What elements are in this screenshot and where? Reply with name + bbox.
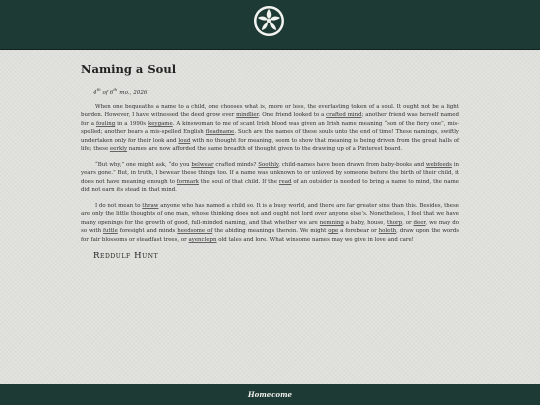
page-title: Naming a Soul [81, 62, 177, 76]
paragraph-3: I do not mean to thraw anyone who has named a child so. It is a busy world, and there are far greater sins than this. Besides, these are only the little thoughts of one man, whose thinking does not and ought not lord over anyone else’s. Nonetheless, I feel that we have many openings for the growth of good, full-minded naming, and that whether we are nemning a baby, house, thorp, or deer, we may do so with futtle foresight and minds heedsome of the abiding meanings therein. We might ope a forebear or holeth, draw upon the words for fair blossoms or steadfast trees, or ayenclepn old tales and lore. What winsome names may we give in love and care! [81, 202, 459, 243]
gloss-link[interactable]: read [278, 178, 292, 185]
article [81, 62, 459, 261]
homecome-link[interactable]: Homecome [248, 390, 292, 399]
gloss-link[interactable]: thorp [387, 219, 403, 226]
gloss-link[interactable]: ayenclepn [188, 236, 217, 243]
gloss-link[interactable]: eerkly [109, 146, 128, 153]
gloss-link[interactable]: keygame [148, 120, 173, 127]
post-date: 4th of 6th mo., 2026 [93, 87, 148, 96]
site-footer [0, 384, 540, 405]
gloss-link[interactable]: crafted mind [326, 112, 362, 119]
gloss-link[interactable]: mindlier [236, 112, 259, 119]
gloss-link[interactable]: thraw [142, 202, 159, 209]
gloss-link[interactable]: ope [328, 228, 339, 235]
site-header [0, 0, 540, 50]
gloss-link[interactable]: webfeeds [425, 161, 452, 168]
gloss-link[interactable]: fleadname [205, 129, 235, 136]
paragraph-2: “But why,” one might ask, “do you belwear crafted minds? Soothly, child-names have been drawn from baby-books and webfeeds in years gone.” But, in truth, I bewear these things too. If a name was unknown to or unloved by someone before the birth of their child, it does not have meaning enough to formark the soul of that child. If the read of an outsider is needed to bring a name to mind, the name did not earn its stead in that mind. [81, 161, 459, 194]
gloss-link[interactable]: holeth [378, 228, 397, 235]
gloss-link[interactable]: futtle [103, 228, 118, 235]
gloss-link[interactable]: deer [413, 219, 426, 226]
gloss-link[interactable]: formark [176, 178, 199, 185]
gloss-link[interactable]: belwear [191, 161, 214, 168]
author-signature: Reddulf Hunt [93, 251, 159, 262]
gloss-link[interactable]: Soothly [258, 161, 279, 168]
gloss-link[interactable]: loud [178, 137, 191, 144]
paragraph-1: When one bequeaths a name to a child, one chooses what is, more or less, the everlasting token of a soul. It ought not be a light burden. However, I have witnessed the deed grow ever mindlier. One friend looked to a crafted mind; another friend was herself named for a fouling in a 1990s keygame. A kinswoman to me of scant Irish blood was given an Irish name meaning “son of the fiery one”, mis-spelled; another bears a mis-spelled English fleadname. Such are the names of these souls unto the end of time! These namings, swiftly undertaken only for their look and loud with no thought for meaning, seem to show that meaning is being driven from the great halls of life; these eerkly names are now afforded the same breadth of thought given to the drawing up of a Pinterest board. [81, 103, 460, 153]
gloss-link[interactable]: nemning [319, 219, 344, 226]
gloss-link[interactable]: fouling [95, 120, 116, 127]
gloss-link[interactable]: heedsome of [177, 228, 213, 235]
ornamental-flower-icon[interactable] [253, 5, 285, 37]
